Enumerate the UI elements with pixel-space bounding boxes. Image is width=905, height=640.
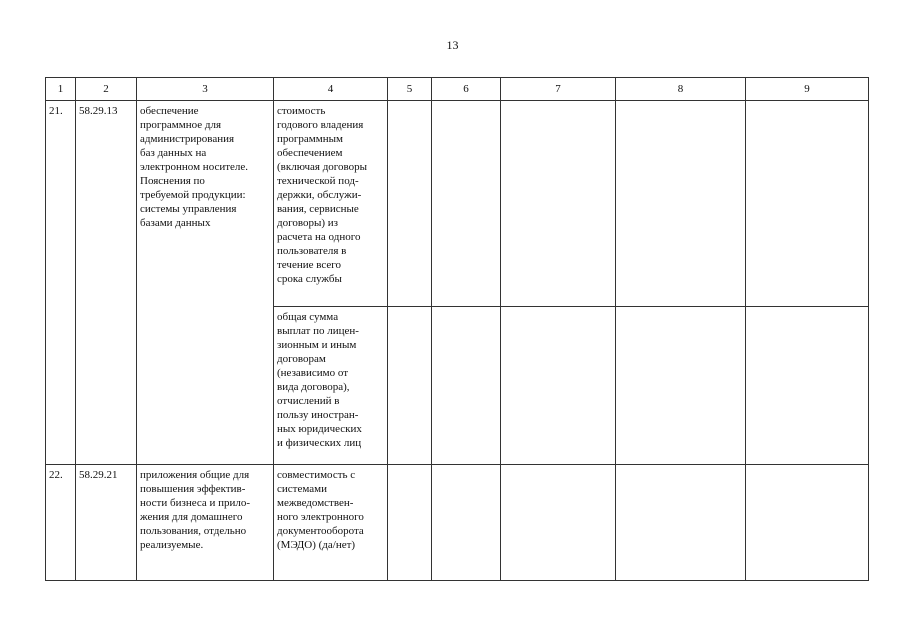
empty-cell (432, 465, 501, 581)
okpd-code-cell: 58.29.21 (76, 465, 137, 581)
column-header: 7 (501, 78, 616, 101)
empty-cell (616, 101, 746, 307)
characteristic-cell: совместимость с системами межведомствен- ного электронного документооборота (МЭДО) (да/нет) (274, 465, 388, 581)
description-cell: приложения общие для повышения эффектив- ности бизнеса и прило- жения для домашнего пользования, отдельно реализуемые. (137, 465, 274, 581)
empty-cell (388, 307, 432, 465)
empty-cell (388, 101, 432, 307)
empty-cell (746, 101, 869, 307)
empty-cell (616, 307, 746, 465)
row-number-cell: 21. (46, 101, 76, 465)
column-header: 2 (76, 78, 137, 101)
characteristic-cell: общая сумма выплат по лицен- зионным и иным договорам (независимо от вида договора), отчислений в пользу иностран- ных юридических и физических лиц (274, 307, 388, 465)
table-row (46, 101, 869, 307)
empty-cell (746, 465, 869, 581)
table-row (46, 465, 869, 581)
column-header: 1 (46, 78, 76, 101)
row-number-cell: 22. (46, 465, 76, 581)
column-header: 8 (616, 78, 746, 101)
description-cell: обеспечение программное для администрирования баз данных на электронном носителе. Пояснения по требуемой продукции: системы управления базами данных (137, 101, 274, 465)
empty-cell (432, 101, 501, 307)
okpd-code-cell: 58.29.13 (76, 101, 137, 465)
empty-cell (746, 307, 869, 465)
column-header: 4 (274, 78, 388, 101)
column-header: 6 (432, 78, 501, 101)
requirements-table (45, 77, 869, 581)
empty-cell (616, 465, 746, 581)
empty-cell (501, 465, 616, 581)
empty-cell (432, 307, 501, 465)
empty-cell (388, 465, 432, 581)
empty-cell (501, 101, 616, 307)
empty-cell (501, 307, 616, 465)
characteristic-cell: стоимость годового владения программным обеспечением (включая договоры технической под- держки, обслужи- вания, сервисные договоры) из расчета на одного пользователя в течение всего срока службы (274, 101, 388, 307)
column-header: 3 (137, 78, 274, 101)
column-header: 5 (388, 78, 432, 101)
page-number: 13 (446, 38, 459, 52)
table-header-row (46, 78, 869, 101)
column-header: 9 (746, 78, 869, 101)
